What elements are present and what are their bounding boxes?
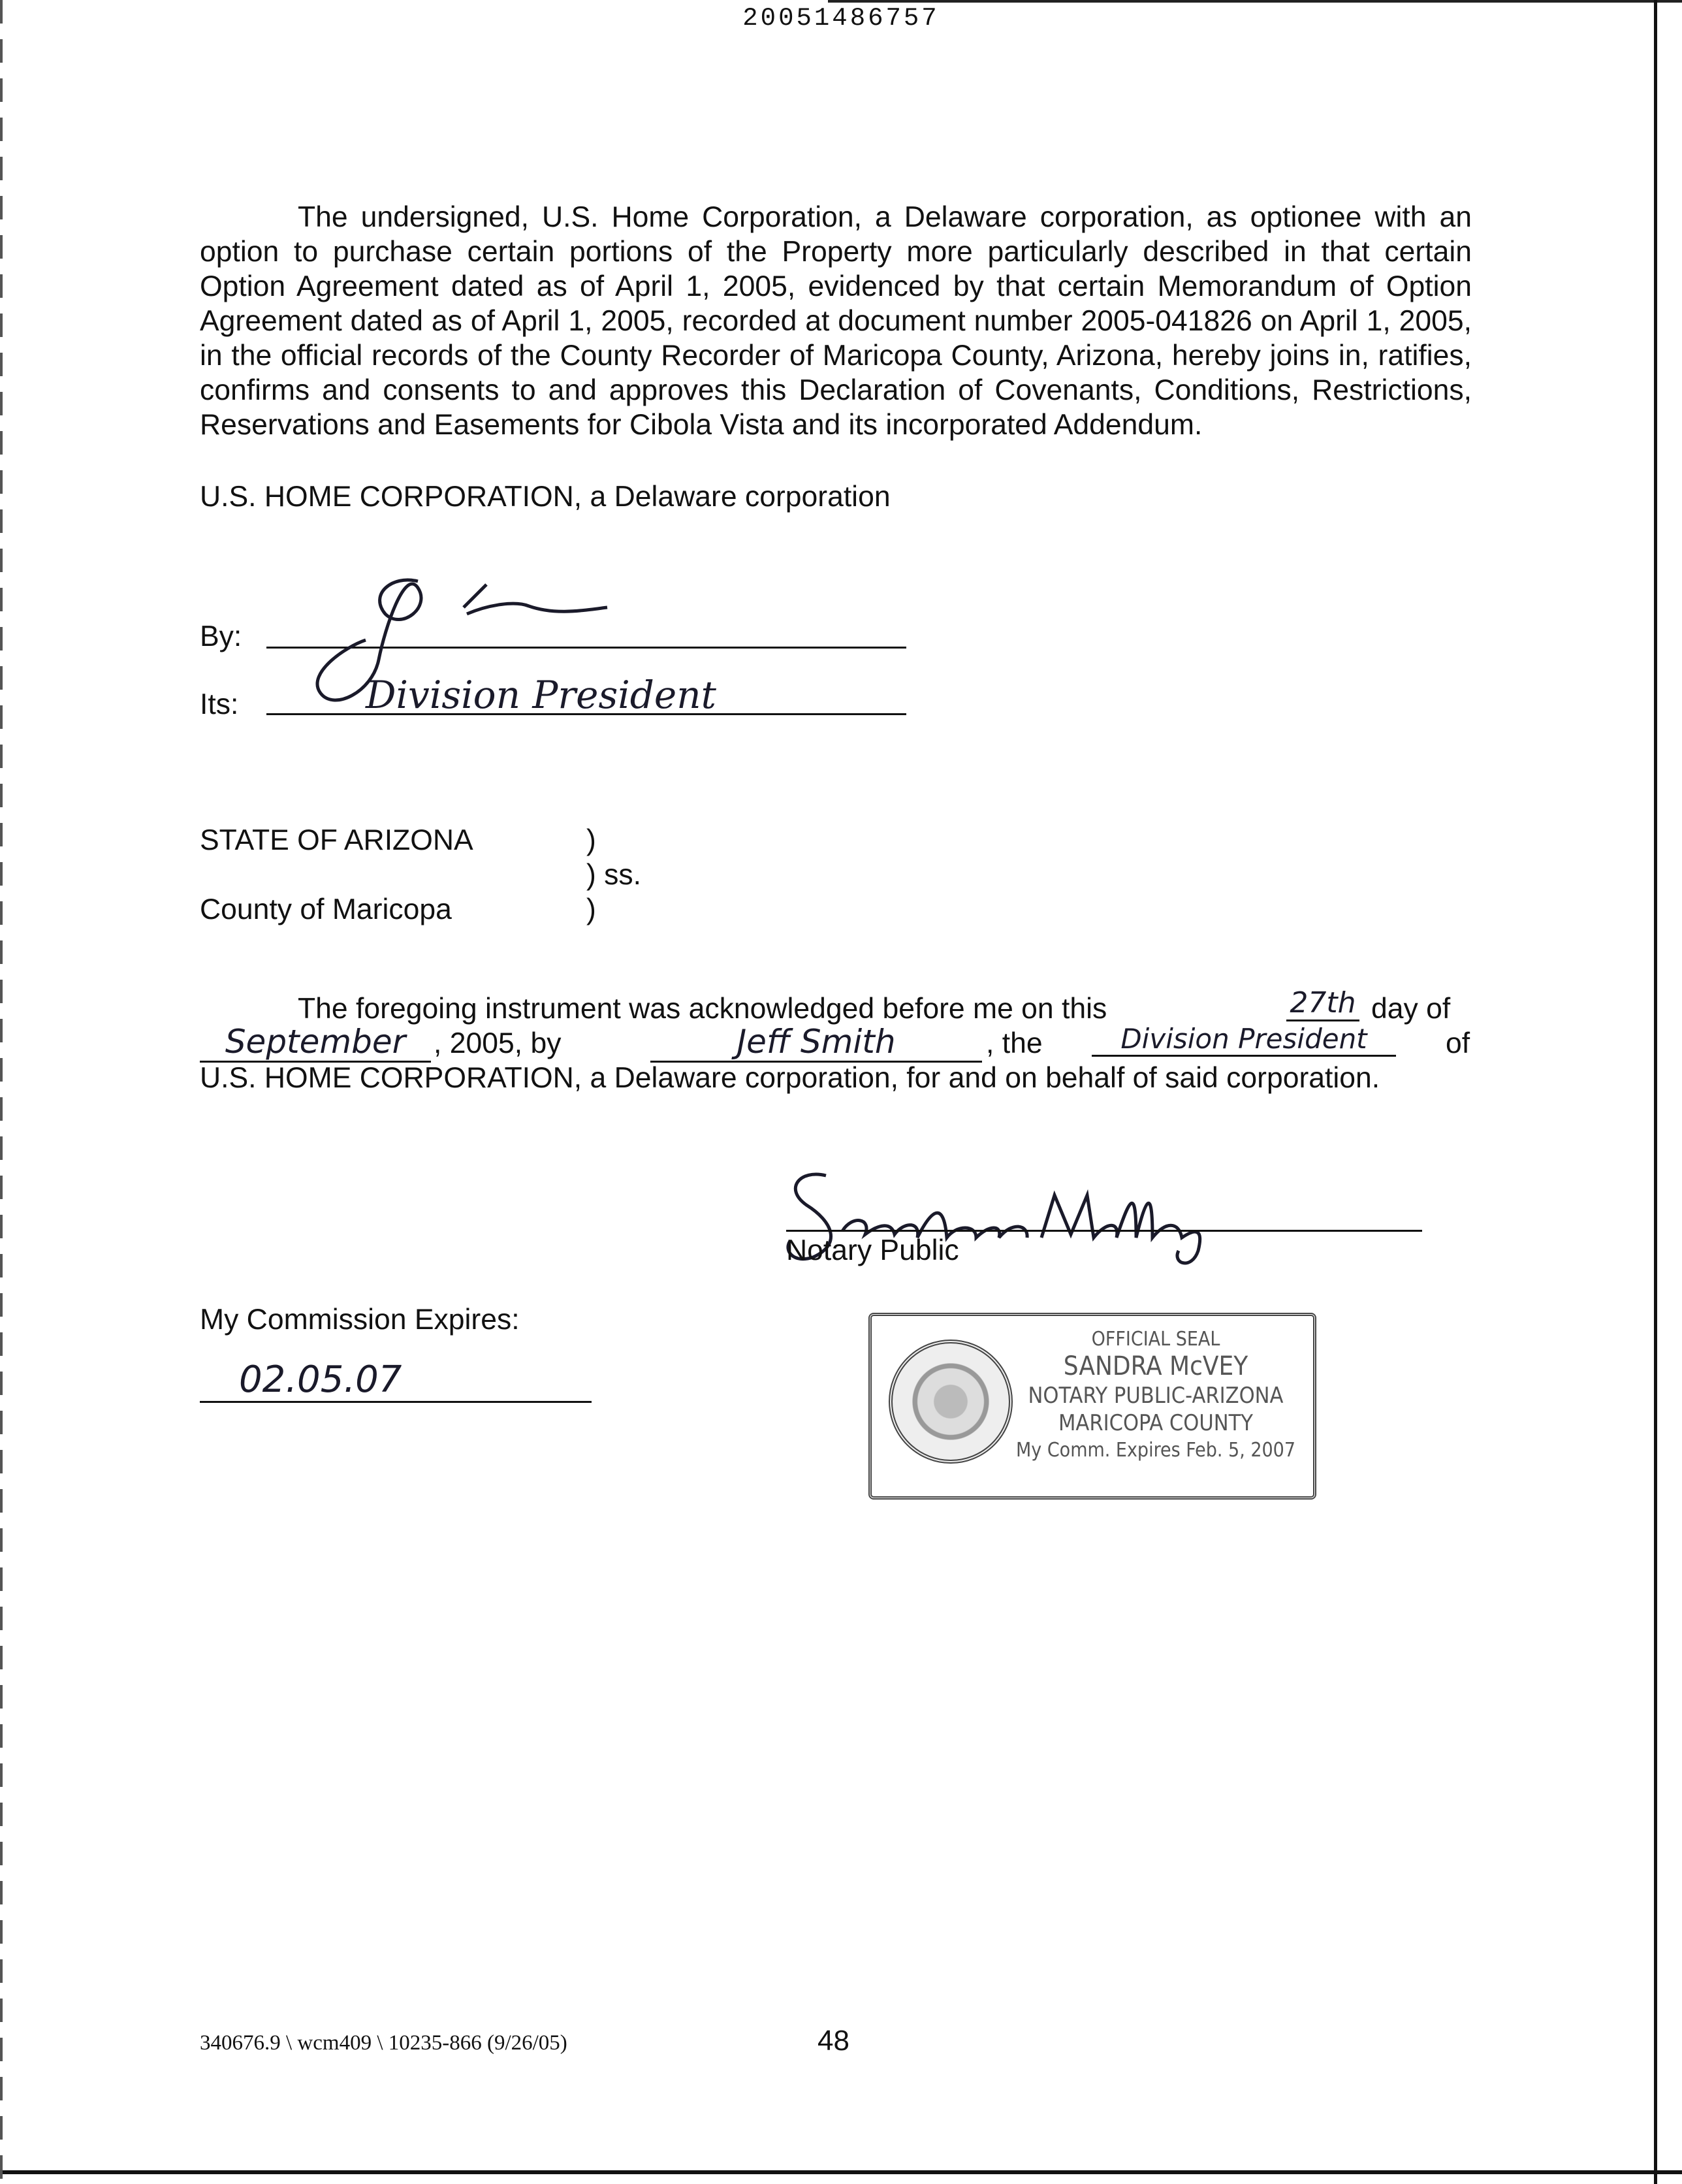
venue-paren-ss: ) ss. xyxy=(586,859,642,891)
ack-text-line3: U.S. HOME CORPORATION, a Delaware corporation, for and on behalf of said corporation. xyxy=(200,1062,1380,1094)
commission-expires-label: My Commission Expires: xyxy=(200,1304,520,1336)
ack-text-2: day of xyxy=(1371,993,1451,1025)
ack-text-1: The foregoing instrument was acknowledged before me on this xyxy=(298,993,1107,1025)
seal-line-1: OFFICIAL SEAL xyxy=(1091,1328,1220,1351)
notary-signature-line xyxy=(786,1230,1422,1232)
document-number: 20051486757 xyxy=(742,4,940,33)
seal-line-5: My Comm. Expires Feb. 5, 2007 xyxy=(1016,1439,1295,1462)
right-edge-rule xyxy=(1654,0,1657,2184)
ack-name-handwritten: Jeff Smith xyxy=(650,1023,982,1063)
bottom-edge-rule xyxy=(0,2170,1682,2174)
notary-seal-stamp xyxy=(868,1313,1316,1500)
its-label: Its: xyxy=(200,688,239,720)
corporation-line: U.S. HOME CORPORATION, a Delaware corporation xyxy=(200,481,891,513)
top-edge-rule xyxy=(828,0,1682,3)
venue-paren-bottom: ) xyxy=(586,893,596,925)
venue-paren-top: ) xyxy=(586,824,596,856)
ack-text-3: , 2005, by xyxy=(434,1027,562,1059)
seal-line-4: MARICOPA COUNTY xyxy=(1058,1410,1253,1436)
seal-line-2: SANDRA McVEY xyxy=(1063,1351,1248,1381)
consent-paragraph: The undersigned, U.S. Home Corporation, a Delaware corporation, as optionee with an option to purchase certain portions of the Property more particularly described in that certain Option Agreement dated as of April 1, 2005, evidenced by that certain Memorandum of Option Agreement dated as of April 1, 2005, recorded at document number 2005-041826 on April 1, 2005, in the official records of the County Recorder of Maricopa County, Arizona, hereby joins in, ratifies, confirms and consents to and approves this Declaration of Covenants, Conditions, Restrictions, Reservations and Easements for Cibola Vista and its incorporated Addendum. xyxy=(200,201,1472,441)
ack-text-4: , the xyxy=(986,1027,1043,1059)
arizona-seal-icon xyxy=(889,1340,1013,1464)
page-number: 48 xyxy=(817,2025,849,2057)
ack-month-handwritten: September xyxy=(200,1023,431,1063)
notary-public-label: Notary Public xyxy=(786,1234,959,1266)
footer-reference: 340676.9 \ wcm409 \ 10235-866 (9/26/05) xyxy=(200,2031,567,2055)
ack-day-handwritten: 27th xyxy=(1286,986,1359,1021)
its-handwritten-title: Division President xyxy=(366,673,716,717)
by-label: By: xyxy=(200,620,242,652)
venue-county: County of Maricopa xyxy=(200,893,452,925)
venue-state: STATE OF ARIZONA xyxy=(200,824,473,856)
left-edge-marks xyxy=(0,0,3,2184)
ack-text-5: of xyxy=(1446,1027,1470,1059)
seal-line-3: NOTARY PUBLIC-ARIZONA xyxy=(1028,1383,1284,1409)
commission-date-handwritten: 02.05.07 xyxy=(200,1358,592,1403)
ack-title-handwritten: Division President xyxy=(1092,1023,1396,1057)
